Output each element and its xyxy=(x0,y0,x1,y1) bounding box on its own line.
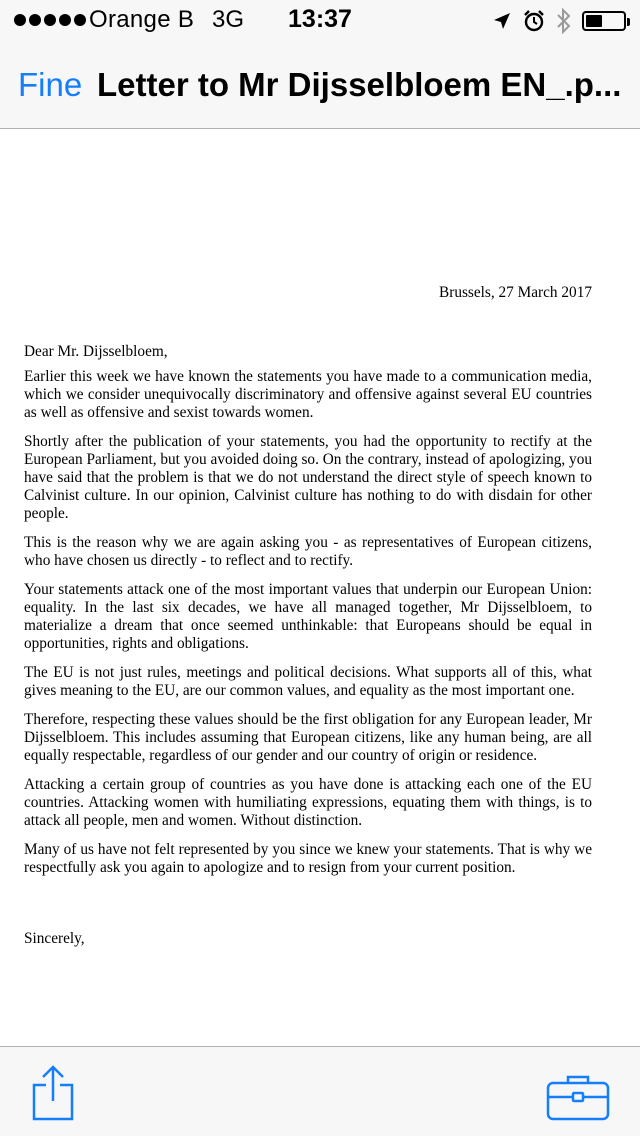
document-page[interactable] xyxy=(0,129,640,1046)
battery-level xyxy=(586,15,602,27)
letter-date: Brussels, 27 March 2017 xyxy=(439,284,592,301)
share-icon xyxy=(30,1065,76,1121)
letter-paragraph: Therefore, respecting these values should be the first obligation for any European leader, Mr Dijsselbloem. This includes assuming that European citizens, like any human being, are all equally respectable, regardless of our gender and our country of origin or residence. xyxy=(24,711,592,764)
location-arrow-icon xyxy=(492,11,512,31)
letter-closing: Sincerely, xyxy=(24,930,85,947)
letter-paragraph: Attacking a certain group of countries as you have done is attacking each one of the EU countries. Attacking women with humiliating expressions, equating them with things, is to attack all people, men and women. Without distinction. xyxy=(24,776,592,829)
letter-paragraph: Shortly after the publication of your statements, you had the opportunity to rectify at the European Parliament, but you avoided doing so. On the contrary, instead of apologizing, you have said that the problem is that we do not understand the direct style of speech known to Calvinist culture. In our opinion, Calvinist culture has nothing to do with disdain for other people. xyxy=(24,433,592,522)
letter-paragraph: This is the reason why we are again asking you - as representatives of European citizens, who have chosen us directly - to reflect and to rectify. xyxy=(24,534,592,569)
toolbox-icon xyxy=(546,1073,610,1121)
share-button[interactable] xyxy=(30,1065,76,1121)
top-bar xyxy=(0,0,640,129)
letter-paragraph: Your statements attack one of the most important values that underpin our European Union: equality. In the last six decades, we have all managed together, Mr Dijsselbloem, to materialize a dream that once seemed unthinkable: that Europeans should be equal in opportunities, rights and obligations. xyxy=(24,581,592,652)
letter-salutation: Dear Mr. Dijsselbloem, xyxy=(24,343,168,360)
document-title: Letter to Mr Dijsselbloem EN_.p... xyxy=(97,66,622,103)
status-time: 13:37 xyxy=(288,5,352,33)
tools-button[interactable] xyxy=(546,1073,610,1121)
letter-body xyxy=(24,368,592,888)
letter-paragraph: Earlier this week we have known the statements you have made to a communication media, which we consider unequivocally discriminatory and offensive against several EU countries as well as offensive and sexist towards women. xyxy=(24,368,592,421)
bottom-toolbar xyxy=(0,1046,640,1136)
alarm-clock-icon xyxy=(522,9,546,33)
letter-paragraph: Many of us have not felt represented by you since we knew your statements. That is why we respectfully ask you again to apologize and to resign from your current position. xyxy=(24,841,592,876)
bluetooth-icon xyxy=(556,8,572,34)
status-bar xyxy=(0,0,640,40)
status-icons xyxy=(492,8,626,34)
done-button[interactable]: Fine xyxy=(18,66,83,103)
letter-paragraph: The EU is not just rules, meetings and political decisions. What supports all of this, what gives meaning to the EU, are our common values, and equality as the most important one. xyxy=(24,664,592,699)
battery-icon xyxy=(582,11,626,31)
network-type: 3G xyxy=(212,6,245,33)
carrier-name: Orange B xyxy=(89,6,195,33)
navigation-bar xyxy=(0,40,640,128)
